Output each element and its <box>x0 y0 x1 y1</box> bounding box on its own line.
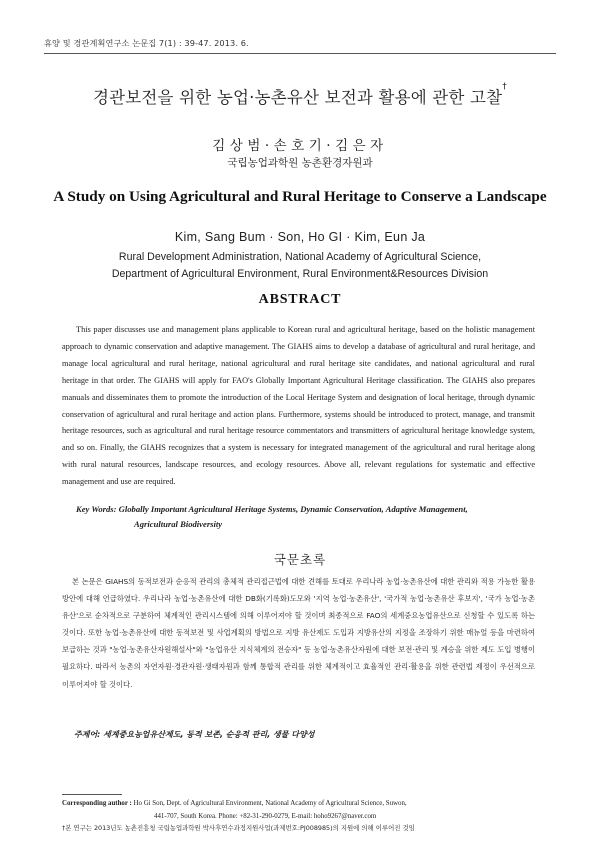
keywords-english-line-1: Key Words: Globally Important Agricultural Heritage Systems, Dynamic Conservation, Adaptive Management, <box>76 504 468 514</box>
title-korean-text: 경관보전을 위한 농업·농촌유산 보전과 활용에 관한 고찰 <box>92 88 503 107</box>
corresponding-author-label: Corresponding author : <box>62 800 132 807</box>
footnote-rule <box>62 794 122 795</box>
keywords-korean: 주제어: 세계중요농업유산제도, 동적 보존, 순응적 관리, 생물 다양성 <box>74 730 315 739</box>
header-rule <box>44 53 556 54</box>
affiliation-english-line-2: Department of Agricultural Environment, Rural Environment&Resources Division <box>111 268 489 280</box>
corresponding-author-line-1: Ho Gi Son, Dept. of Agricultural Environment, National Academy of Agricultural Science, Suwon, <box>133 800 407 807</box>
running-head: 휴양 및 경관계획연구소 논문집 7(1) : 39-47. 2013. 6. <box>44 38 249 48</box>
title-korean <box>0 84 600 108</box>
korean-abstract-body: 본 논문은 GIAHS의 동적보전과 순응적 관리의 총체적 관리접근법에 대한 견해를 토대로 우리나라 농업·농촌유산에 대한 관리와 적용 가능한 활용방안에 대해 언급하였다. 우리나라 농업·농촌유산에 대한 DB화(기록화)도모와 '지역 농업·농촌유산', '국가적 농업·농촌유산 후보지', '국가 농업·농촌유산'으로 순차적으로 구분하여 체계적인 관리시스템에 의해 이루어져야 할 것이며 최종적으로 FAO의 세계중요농업유산으로 신청할 수 있도록 하는 것이다. 또한 농업·농촌유산에 대한 동적보전 및 사업계획의 방법으로 지방 유산제도 도입과 지방유산의 지정을 조장하기 위한 매뉴얼 등을 마련하여 보급하는 것과 "농업·농촌유산자원해설사"와 "농업유산 지식체계의 전승자" 등 농업·농촌유산자원에 대한 보전·관리 및 계승을 위한 제도 도입 병행이 필요하다. 따라서 농촌의 자연자원·경관자원·생태자원과 함께 통합적 관리를 위한 체계적이고 효율적인 관리·활용을 위한 관련법 제정이 우선적으로 이루어져야 할 것이다. <box>62 577 535 689</box>
affiliation-english-line-1: Rural Development Administration, National Academy of Agricultural Science, <box>118 251 482 263</box>
abstract-body: This paper discusses use and management plans applicable to Korean rural and agricultural heritage, based on the holistic management approach to dynamic conservation and adaptive management. The GIAHS aims to develop a database of agricultural and rural heritage, and manage local agricultural and rural heritage, national agricultural and rural heritage site candidates, and national agricultural and rural heritage in that order. The GIAHS will apply for FAO's Globally Important Agricultural Heritage classification. The GIAHS also prepares manuals and disseminates them to promote the introduction of the Local Heritage System and designation of local heritage, through dynamic conservation of agricultural and rural heritage and action plans. Furthermore, systems should be introduced to protect, manage, and transmit heritage resources, such as agricultural and rural heritage resource commentators and transmitters of agricultural heritage knowledge system, and so on. Finally, the GIAHS recognizes that a system is necessary for integrated management of the agricultural and rural heritage along with rural natural resources, landscape resources, and ecology resources. Above all, relevant regulations for systematic and effective management and use are required. <box>62 325 535 487</box>
footnote-funding: †본 연구는 2013년도 농촌진흥청 국립농업과학원 박사후연수과정지원사업(과제번호:PJ008985)의 지원에 의해 이루어진 것임 <box>62 824 415 832</box>
title-english: A Study on Using Agricultural and Rural Heritage to Conserve a Landscape <box>53 188 547 205</box>
title-footnote-mark: † <box>502 82 507 92</box>
footnote-corresponding-author <box>62 798 540 823</box>
affiliation-korean: 국립농업과학원 농촌환경자원과 <box>227 157 373 169</box>
keywords-english <box>76 502 546 532</box>
abstract-heading: ABSTRACT <box>258 292 342 307</box>
keywords-english-line-2: Agricultural Biodiversity <box>134 519 223 529</box>
authors-korean: 김상범·손호기·김은자 <box>212 138 388 154</box>
corresponding-author-line-2: 441-707, South Korea. Phone: +82-31-290-0279, E-mail: hoho9267@naver.com <box>154 812 377 820</box>
authors-english: Kim, Sang Bum · Son, Ho GI · Kim, Eun Ja <box>174 230 426 244</box>
korean-abstract-heading: 국문초록 <box>273 552 327 567</box>
